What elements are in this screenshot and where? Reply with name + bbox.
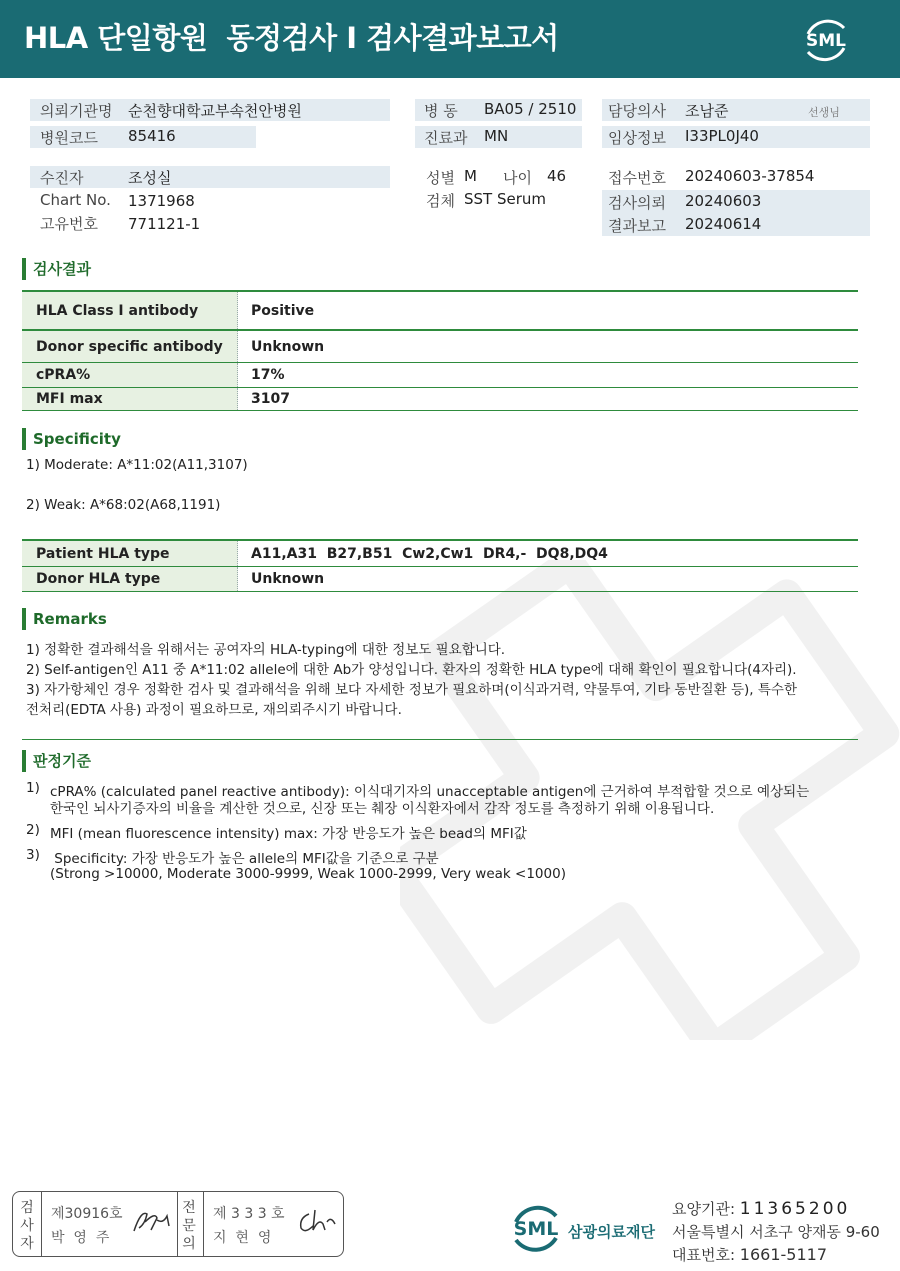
unique-value: 771121-1 bbox=[128, 215, 201, 233]
remark-line: 3) 자가항체인 경우 정확한 검사 및 결과해석을 위해 보다 자세한 정보가 필요하며(이식과거력, 약물투여, 기타 동반질환 등), 특수한 bbox=[26, 682, 798, 698]
remarks-title: Remarks bbox=[22, 608, 107, 630]
clinical-value: I33PL0J40 bbox=[685, 127, 759, 145]
hla-type-key: Patient HLA type bbox=[22, 541, 238, 566]
request-label: 검사의뢰 bbox=[608, 194, 666, 212]
criteria-line: cPRA% (calculated panel reactive antibody): 이식대기자의 unacceptable antigen에 근거하여 부적합할 것으로 예상되는 bbox=[50, 784, 810, 800]
header-logo-text: SML bbox=[806, 31, 846, 51]
table-row bbox=[22, 541, 858, 567]
result-key: MFI max bbox=[22, 388, 238, 410]
phone-value: 1661-5117 bbox=[739, 1245, 828, 1264]
examiner-label-char: 검 bbox=[20, 1200, 34, 1216]
examiner-number: 제30916호 bbox=[51, 1206, 123, 1222]
institution-code-label: 요양기관: bbox=[672, 1200, 736, 1218]
remark-line: 2) Self-antigen인 A11 중 A*11:02 allele에 대한 Ab가 양성입니다. 환자의 정확한 HLA type에 대해 확인이 필요합니다(4자리). bbox=[26, 662, 797, 678]
report-title: HLA 단일항원 동정검사 I 검사결과보고서 bbox=[24, 21, 559, 55]
table-row bbox=[22, 292, 858, 330]
footer-address: 서울특별시 서초구 양재동 9-60 bbox=[672, 1223, 880, 1241]
criteria-num: 3) bbox=[26, 847, 40, 863]
specimen-value: SST Serum bbox=[464, 190, 547, 208]
criteria-num: 1) bbox=[26, 780, 40, 796]
clinical-label: 임상정보 bbox=[608, 129, 666, 147]
specialist-label-char: 문 bbox=[182, 1218, 196, 1234]
receipt-label: 접수번호 bbox=[608, 169, 666, 187]
doctor-suffix: 선생님 bbox=[808, 106, 840, 119]
result-value: Unknown bbox=[251, 338, 325, 355]
criteria-title: 판정기준 bbox=[22, 750, 91, 772]
remarks-divider bbox=[22, 739, 858, 740]
remark-line: 전처리(EDTA 사용) 과정이 필요하므로, 재의뢰주시기 바랍니다. bbox=[26, 702, 402, 718]
criteria-line: (Strong >10000, Moderate 3000-9999, Weak 1000-2999, Very weak <1000) bbox=[50, 866, 566, 882]
table-row bbox=[22, 330, 858, 363]
specialist-number: 제 3 3 3 호 bbox=[213, 1206, 285, 1222]
age-value: 46 bbox=[547, 167, 567, 185]
report-label: 결과보고 bbox=[608, 217, 666, 235]
remark-line: 1) 정확한 결과해석을 위해서는 공여자의 HLA-typing에 대한 정보도 필요합니다. bbox=[26, 642, 506, 658]
recipient-value: 조성실 bbox=[128, 169, 172, 187]
chart-value: 1371968 bbox=[128, 192, 195, 210]
footer-org-name: 삼광의료재단 bbox=[568, 1223, 655, 1241]
institution-value: 순천향대학교부속천안병원 bbox=[128, 102, 302, 120]
phone-label: 대표번호: bbox=[672, 1246, 736, 1264]
report-header bbox=[0, 0, 900, 78]
hospital-code-label: 병원코드 bbox=[40, 129, 98, 147]
dept-value: MN bbox=[484, 127, 509, 145]
sign-divider bbox=[203, 1192, 204, 1256]
footer-logo-text: SML bbox=[513, 1218, 559, 1240]
results-table bbox=[22, 290, 858, 411]
signature-box bbox=[12, 1191, 344, 1257]
table-row bbox=[22, 388, 858, 411]
specificity-item-2: 2) Weak: A*68:02(A68,1191) bbox=[26, 497, 221, 513]
sml-logo-icon bbox=[800, 14, 852, 66]
footer-phone bbox=[672, 1244, 827, 1265]
sign-divider bbox=[41, 1192, 42, 1256]
hla-type-table bbox=[22, 539, 858, 592]
specimen-label: 검체 bbox=[426, 192, 455, 210]
dept-label: 진료과 bbox=[424, 129, 468, 147]
hla-type-value: Unknown bbox=[251, 571, 325, 587]
result-value: 17% bbox=[251, 367, 285, 383]
results-title: 검사결과 bbox=[22, 258, 91, 280]
hla-type-key: Donor HLA type bbox=[22, 567, 238, 591]
specialist-label-char: 전 bbox=[182, 1200, 196, 1216]
age-label: 나이 bbox=[503, 169, 532, 187]
result-value: Positive bbox=[251, 302, 315, 319]
result-value: 3107 bbox=[251, 391, 290, 407]
report-value: 20240614 bbox=[685, 215, 762, 233]
examiner-label-char: 사 bbox=[20, 1218, 34, 1234]
doctor-value: 조남준 bbox=[685, 102, 729, 120]
hospital-code-value: 85416 bbox=[128, 127, 176, 145]
criteria-line: Specificity: 가장 반응도가 높은 allele의 MFI값을 기준으로 구분 bbox=[50, 851, 439, 867]
examiner-signature-icon bbox=[131, 1206, 175, 1236]
specificity-item-1: 1) Moderate: A*11:02(A11,3107) bbox=[26, 457, 248, 473]
criteria-num: 2) bbox=[26, 822, 40, 838]
criteria-line: 한국인 뇌사기증자의 비율을 계산한 것으로, 신장 또는 췌장 이식환자에서 감작 정도를 측정하기 위해 이용됩니다. bbox=[50, 801, 715, 817]
specificity-title: Specificity bbox=[22, 428, 121, 450]
result-key: cPRA% bbox=[22, 363, 238, 387]
request-value: 20240603 bbox=[685, 192, 762, 210]
chart-label: Chart No. bbox=[40, 191, 111, 209]
table-row bbox=[22, 363, 858, 388]
sex-label: 성별 bbox=[426, 169, 455, 187]
hla-type-value: A11,A31 B27,B51 Cw2,Cw1 DR4,- DQ8,DQ4 bbox=[251, 545, 608, 562]
sign-divider bbox=[177, 1192, 178, 1256]
recipient-bar bbox=[30, 166, 390, 188]
specialist-label-char: 의 bbox=[182, 1236, 196, 1252]
ward-value: BA05 / 2510 bbox=[484, 100, 577, 118]
institution-label: 의뢰기관명 bbox=[40, 102, 113, 120]
institution-code-value: 11365200 bbox=[739, 1199, 851, 1219]
unique-label: 고유번호 bbox=[40, 215, 98, 233]
result-key: HLA Class I antibody bbox=[22, 292, 238, 329]
examiner-label-char: 자 bbox=[20, 1236, 34, 1252]
specialist-name: 지 현 영 bbox=[213, 1230, 272, 1246]
specialist-signature-icon bbox=[295, 1206, 339, 1236]
examiner-name: 박 영 주 bbox=[51, 1230, 110, 1246]
footer-sml-logo-icon bbox=[508, 1200, 564, 1256]
sex-value: M bbox=[464, 167, 477, 185]
receipt-value: 20240603-37854 bbox=[685, 167, 815, 185]
criteria-line: MFI (mean fluorescence intensity) max: 가장 반응도가 높은 bead의 MFI값 bbox=[50, 826, 527, 842]
doctor-label: 담당의사 bbox=[608, 102, 666, 120]
ward-label: 병 동 bbox=[424, 102, 458, 120]
footer-institution-code bbox=[672, 1198, 850, 1219]
result-key: Donor specific antibody bbox=[22, 331, 238, 362]
recipient-label: 수진자 bbox=[40, 169, 84, 187]
table-row bbox=[22, 567, 858, 592]
